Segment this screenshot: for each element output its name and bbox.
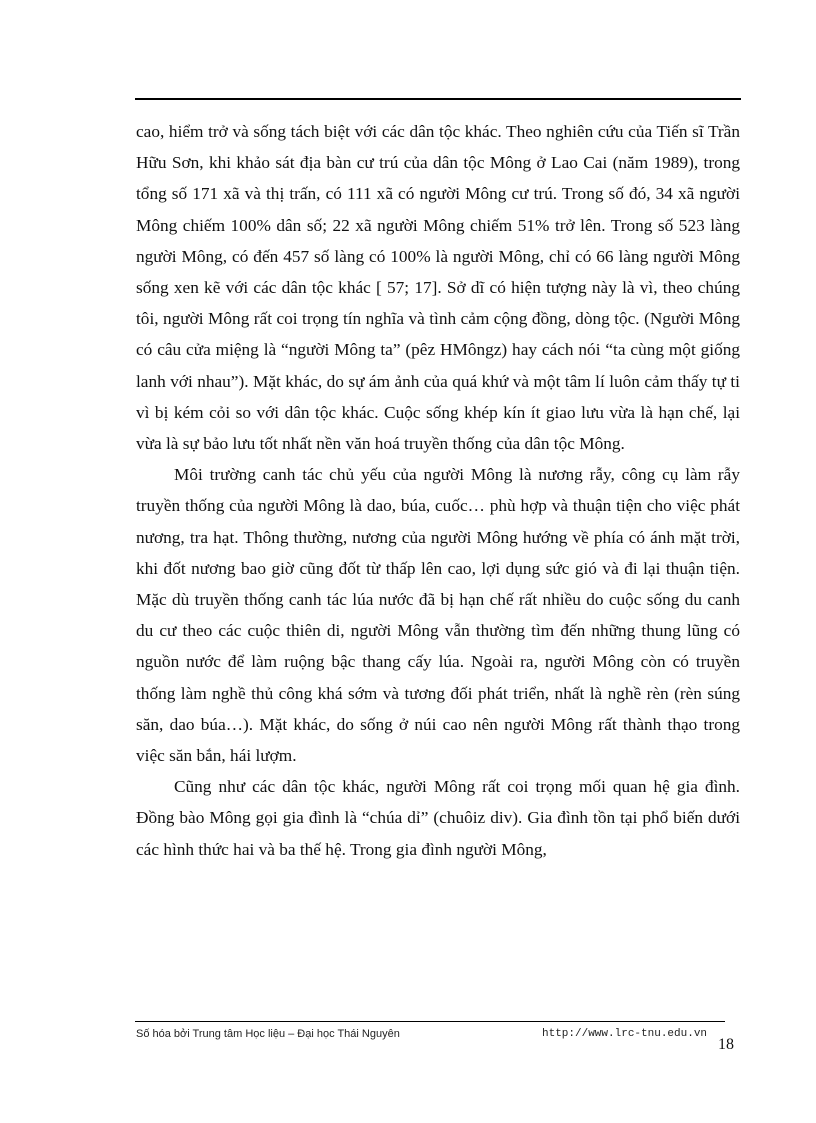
body-text xyxy=(136,116,740,865)
paragraph: cao, hiểm trở và sống tách biệt với các dân tộc khác. Theo nghiên cứu của Tiến sĩ Trần Hữu Sơn, khi khảo sát địa bàn cư trú của dân tộc Mông ở Lao Cai (năm 1989), trong tổng số 171 xã và thị trấn, có 111 xã có người Mông cư trú. Trong số đó, 34 xã người Mông chiếm 100% dân số; 22 xã người Mông chiếm 51% trở lên. Trong số 523 làng người Mông, có đến 457 số làng có 100% là người Mông, chỉ có 66 làng người Mông sống xen kẽ với các dân tộc khác [ 57; 17]. Sở dĩ có hiện tượng này là vì, theo chúng tôi, người Mông rất coi trọng tín nghĩa và tình cảm cộng đồng, dòng tộc. (Người Mông có câu cửa miệng là “người Mông ta” (pêz HMôngz) hay cách nói “ta cùng một giống lanh với nhau”). Mặt khác, do sự ám ảnh của quá khứ và một tâm lí luôn cảm thấy tự ti vì bị kém cỏi so với dân tộc khác. Cuộc sống khép kín ít giao lưu vừa là hạn chế, lại vừa là sự bảo lưu tốt nhất nền văn hoá truyền thống của dân tộc Mông. xyxy=(136,122,740,454)
paragraph: Cũng như các dân tộc khác, người Mông rất coi trọng mối quan hệ gia đình. Đồng bào Mông gọi gia đình là “chúa dỉ” (chuôiz div). Gia đình tồn tại phổ biến dưới các hình thức hai và ba thế hệ. Trong gia đình người Mông, xyxy=(136,777,740,859)
footer-url-link[interactable]: http://www.lrc-tnu.edu.vn xyxy=(542,1028,708,1040)
footer-rule xyxy=(135,1021,725,1022)
page-number: 18 xyxy=(718,1036,734,1053)
paragraph: Môi trường canh tác chủ yếu của người Mông là nương rẫy, công cụ làm rẫy truyền thống của người Mông là dao, búa, cuốc… phù hợp và thuận tiện cho việc phát nương, tra hạt. Thông thường, nương của người Mông hướng về phía có ánh mặt trời, khi đốt nương bao giờ cũng đốt từ thấp lên cao, lợi dụng sức gió và đi lại thuận tiện. Mặc dù truyền thống canh tác lúa nước đã bị hạn chế rất nhiều do cuộc sống du canh du cư theo các cuộc thiên di, người Mông vẫn thường tìm đến những thung lũng có nguồn nước để làm ruộng bậc thang cấy lúa. Ngoài ra, người Mông còn có truyền thống làm nghề thủ công khá sớm và tương đối phát triển, nhất là nghề rèn (rèn súng săn, dao búa…). Mặt khác, do sống ở núi cao nên người Mông rất thành thạo trong việc săn bắn, hái lượm. xyxy=(136,465,740,766)
footer-source: Số hóa bởi Trung tâm Học liệu – Đại học Thái Nguyên xyxy=(136,1028,400,1040)
header-rule xyxy=(135,98,741,100)
